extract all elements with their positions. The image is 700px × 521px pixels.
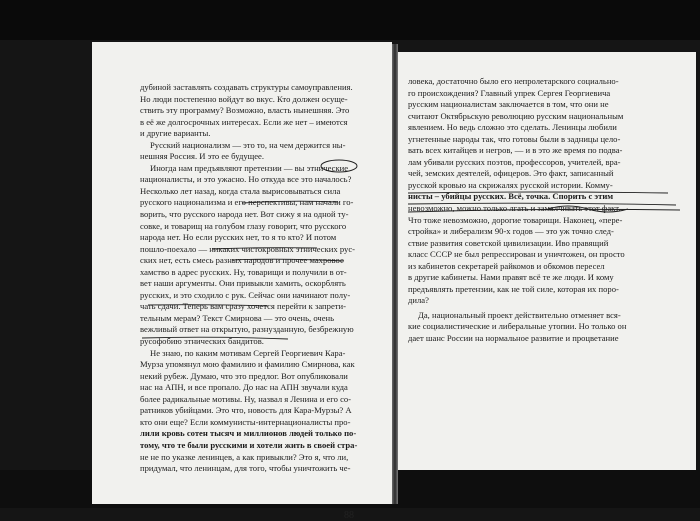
text-line: русской кровью на скрижалях русской истории. Комму- [408,179,613,190]
text-line: нисты – убийцы русских. Всё, точка. Спорить с этим [408,191,614,202]
text-line: в её же долгосрочных интересах. Если же нет – имеются [140,116,348,127]
text-line: вать всех китайцев и негров, — и в это же время по подва- [408,145,623,156]
text-line: чать сдачи. Теперь вам сразу хочется перейти к запрети- [140,301,346,312]
text-line: Но люди постепенно войдут во вкус. Кто должен осуще- [140,93,348,104]
text-line: дает шанс России на нормальное развитие и процветание [408,333,619,344]
left-paragraph-2 [140,140,384,163]
text-line: угнетенные народы так, что готовы были в задницы цело- [408,133,621,144]
text-line: дила? [408,295,429,306]
right-page [398,52,696,470]
text-line: класс СССР не был репрессирован и уничтожен, он просто [408,249,625,260]
page-number: 88 [344,510,354,521]
left-paragraph-4 [140,348,384,475]
text-line: вежливый ответ на открытую, разнузданную, безбрежную [140,324,354,335]
text-line: считают Октябрьскую революцию русским национальным [408,110,624,121]
text-line: явлением. Но ведь сложно это сделать. Ленинцы любили [408,122,617,133]
text-line: совке, и товарищ на голубом глазу говорит, что русского [140,220,347,231]
text-line: в другие кабинеты. Нами правят всё те же люди. И кому [408,272,614,283]
left-paragraph-3 [140,163,384,348]
text-line: Русский национализм — это то, на чем держится ны- [150,139,346,150]
text-line: предъявлять претензии, как не той силе, которая их поро- [408,283,619,294]
text-line: русских, и это сходило с рук. Сейчас они начинают полу- [140,289,351,300]
text-line: Да, национальный проект действительно отменяет вся- [418,309,621,320]
text-line: вет наши аргументы. Они привыкли хамить, оскорблять [140,278,346,289]
text-line: лам убивали русских поэтов, профессоров, учителей, вра- [408,156,621,167]
text-line: русского национализма и его перспективы, нам начали го- [140,197,354,208]
text-line: хамство в адрес русских. Ну, товарищи и получили в от- [140,266,347,277]
text-line: некий рубеж. Думаю, что это предлог. Вот опубликовали [140,370,348,381]
text-line: Не знаю, по каким мотивам Сергей Георгиевич Кара- [150,347,346,358]
right-paragraph-2 [408,310,690,345]
text-line: Иногда нам предъявляют претензии — вы этнические [150,162,349,173]
text-line: го происхождения? Главный упрек Сергея Георгиевича [408,87,611,98]
text-line: кто они еще? Если коммунисты-интернационалисты про- [140,416,351,427]
text-line: русофобию этнических бандитов. [140,336,264,347]
text-line: чей, земских деятелей, офицеров. Это факт, записанный [408,168,614,179]
text-line: тельным мерам? Текст Смирнова — это очень, очень [140,312,335,323]
text-line: ловека, достаточно было его непролетарского социально- [408,76,619,86]
text-line: ратников убийцами. Это что, новость для Кара-Мурзы? А [140,405,352,416]
right-paragraph-1 [408,76,690,307]
text-line: тому, что те были русскими и хотели жить в своей стра- [140,439,358,450]
text-line: придумал, что ленинцам, для того, чтобы уничтожить че- [140,463,351,474]
text-line: ствить эту программу? Возможно, власть нынешняя. Это [140,105,350,116]
text-line: нешняя Россия. И это ее будущее. [140,151,265,162]
text-line: более радикальные мотивы. Ну, назвал я Ленина и его со- [140,393,352,404]
text-line: лили кровь сотен тысяч и миллионов людей только по- [140,428,357,439]
text-line: не не по указке ленинцев, а как привыкли? Это я, что ли, [140,451,349,462]
text-line: ских нет, есть смесь разных народов и прочее махровое [140,255,344,266]
text-line: националисты, и это ужасно. Но откуда все это началось? [140,174,352,185]
text-line: Несколько лет назад, когда стала вырисовываться сила [140,185,341,196]
text-line: из кабинетов секретарей райкомов и обкомов пересел [408,260,605,271]
text-line: дубиной заставлять создавать структуры самоуправления. [140,82,353,92]
text-line: Что тоже невозможно, дорогие товарищи. Наконец, «пере- [408,214,623,225]
text-line: кие социалистические и либеральные утопии. Но только он [408,321,627,332]
text-line: нас на АПН, и все пропало. До нас на АПН звучали куда [140,382,348,393]
text-line: и другие варианты. [140,128,211,139]
text-line: русским националистам заключается в том, что они не [408,99,609,110]
text-line: невозможно, можно только лгать и замалчивать этот факт. [408,203,621,214]
text-line: ствие развития советской цивилизации. Иво правящий [408,237,609,248]
left-paragraph-1 [140,82,384,140]
text-line: пошло-поехало — никаких чистокровных этнических рус- [140,243,355,254]
text-line: Мурза упомянул мою фамилию и фамилию Смирнова, как [140,359,355,370]
text-line: народа нет. Но если русских нет, то я то кто? И потом [140,232,337,243]
scan-background-top [0,0,700,40]
text-line: стройка» и либерализм 90-х годов — это уж точно след- [408,226,614,237]
text-line: ворить, что русского народа нет. Вот сижу я на одной ту- [140,209,349,220]
left-page [92,42,392,521]
